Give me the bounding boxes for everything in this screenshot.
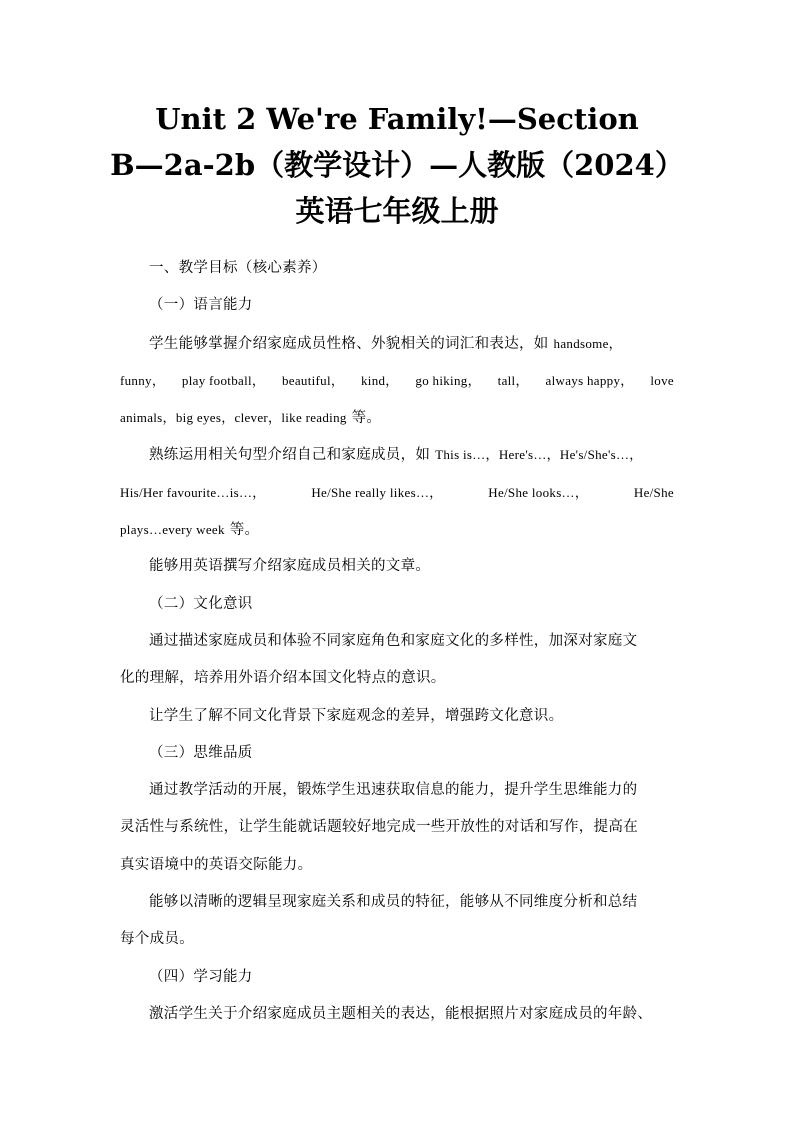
paragraph-line: [120, 474, 674, 511]
paragraph-line: 化的理解，培养用外语介绍本国文化特点的意识。: [120, 670, 446, 687]
phrase-item: His/Her favourite…is…，: [120, 484, 266, 500]
paragraph-line: [120, 325, 674, 362]
paragraph-line: 能够用英语撰写介绍家庭成员相关的文章。: [149, 558, 431, 575]
paragraph-line: 让学生了解不同文化背景下家庭观念的差异，增强跨文化意识。: [149, 707, 564, 724]
paragraph-line: [120, 362, 674, 399]
phrase-item: He/She: [633, 484, 674, 500]
title-line-2: B—2a-2b（教学设计）—人教版（2024）: [110, 148, 684, 182]
paragraph-line: [120, 436, 674, 473]
subheading-cultural-awareness: （二）文化意识: [149, 595, 253, 612]
section-heading-objectives: 一、教学目标（核心素养）: [149, 260, 327, 276]
word-item: always happy，: [545, 372, 634, 388]
word-item: love: [650, 372, 674, 388]
paragraph-line: [120, 399, 674, 436]
document-body: [120, 250, 674, 1033]
paragraph-line: 激活学生关于介绍家庭成员主题相关的表达，能根据照片对家庭成员的年龄、: [149, 1005, 653, 1022]
phrase-item: He/She looks…，: [488, 484, 589, 500]
word-item: beautiful，: [281, 372, 345, 388]
paragraph-line: 灵活性与系统性，让学生能就话题较好地完成一些开放性的对话和写作，提高在: [120, 819, 638, 836]
paragraph-line: 通过教学活动的开展，锻炼学生迅速获取信息的能力，提升学生思维能力的: [149, 782, 638, 799]
subheading-learning-ability: （四）学习能力: [149, 968, 253, 985]
phrase-item: He/She really likes…，: [311, 484, 443, 500]
paragraph-line: 能够以清晰的逻辑呈现家庭关系和成员的特征，能够从不同维度分析和总结: [149, 894, 638, 911]
text-span: 等。: [351, 410, 382, 427]
title-line-1: Unit 2 We're Family!—Section: [155, 102, 639, 136]
title-line-3: 英语七年级上册: [295, 194, 499, 228]
text-span: 学生能够掌握介绍家庭成员性格、外貌相关的词汇和表达，如: [149, 335, 549, 352]
word-item: funny，: [120, 372, 166, 388]
paragraph-line: 每个成员。: [120, 931, 194, 948]
document-title: [100, 96, 694, 234]
text-span: 等。: [229, 522, 260, 539]
word-item: play football，: [181, 372, 266, 388]
paragraph-line: 通过描述家庭成员和体验不同家庭角色和家庭文化的多样性，加深对家庭文: [149, 632, 638, 649]
word-item: tall，: [497, 372, 529, 388]
text-span: animals，big eyes，clever，like reading: [120, 410, 347, 426]
paragraph-line: [120, 511, 674, 548]
text-span: handsome，: [553, 335, 622, 351]
text-span: This is…，Here's…，He's/She's…，: [435, 447, 643, 463]
word-item: kind，: [360, 372, 399, 388]
text-span: plays…every week: [120, 522, 225, 538]
subheading-thinking-quality: （三）思维品质: [149, 744, 253, 761]
word-item: go hiking，: [415, 372, 481, 388]
paragraph-line: 真实语境中的英语交际能力。: [120, 856, 313, 873]
subheading-language-ability: （一）语言能力: [149, 297, 253, 314]
text-span: 熟练运用相关句型介绍自己和家庭成员，如: [149, 447, 431, 464]
